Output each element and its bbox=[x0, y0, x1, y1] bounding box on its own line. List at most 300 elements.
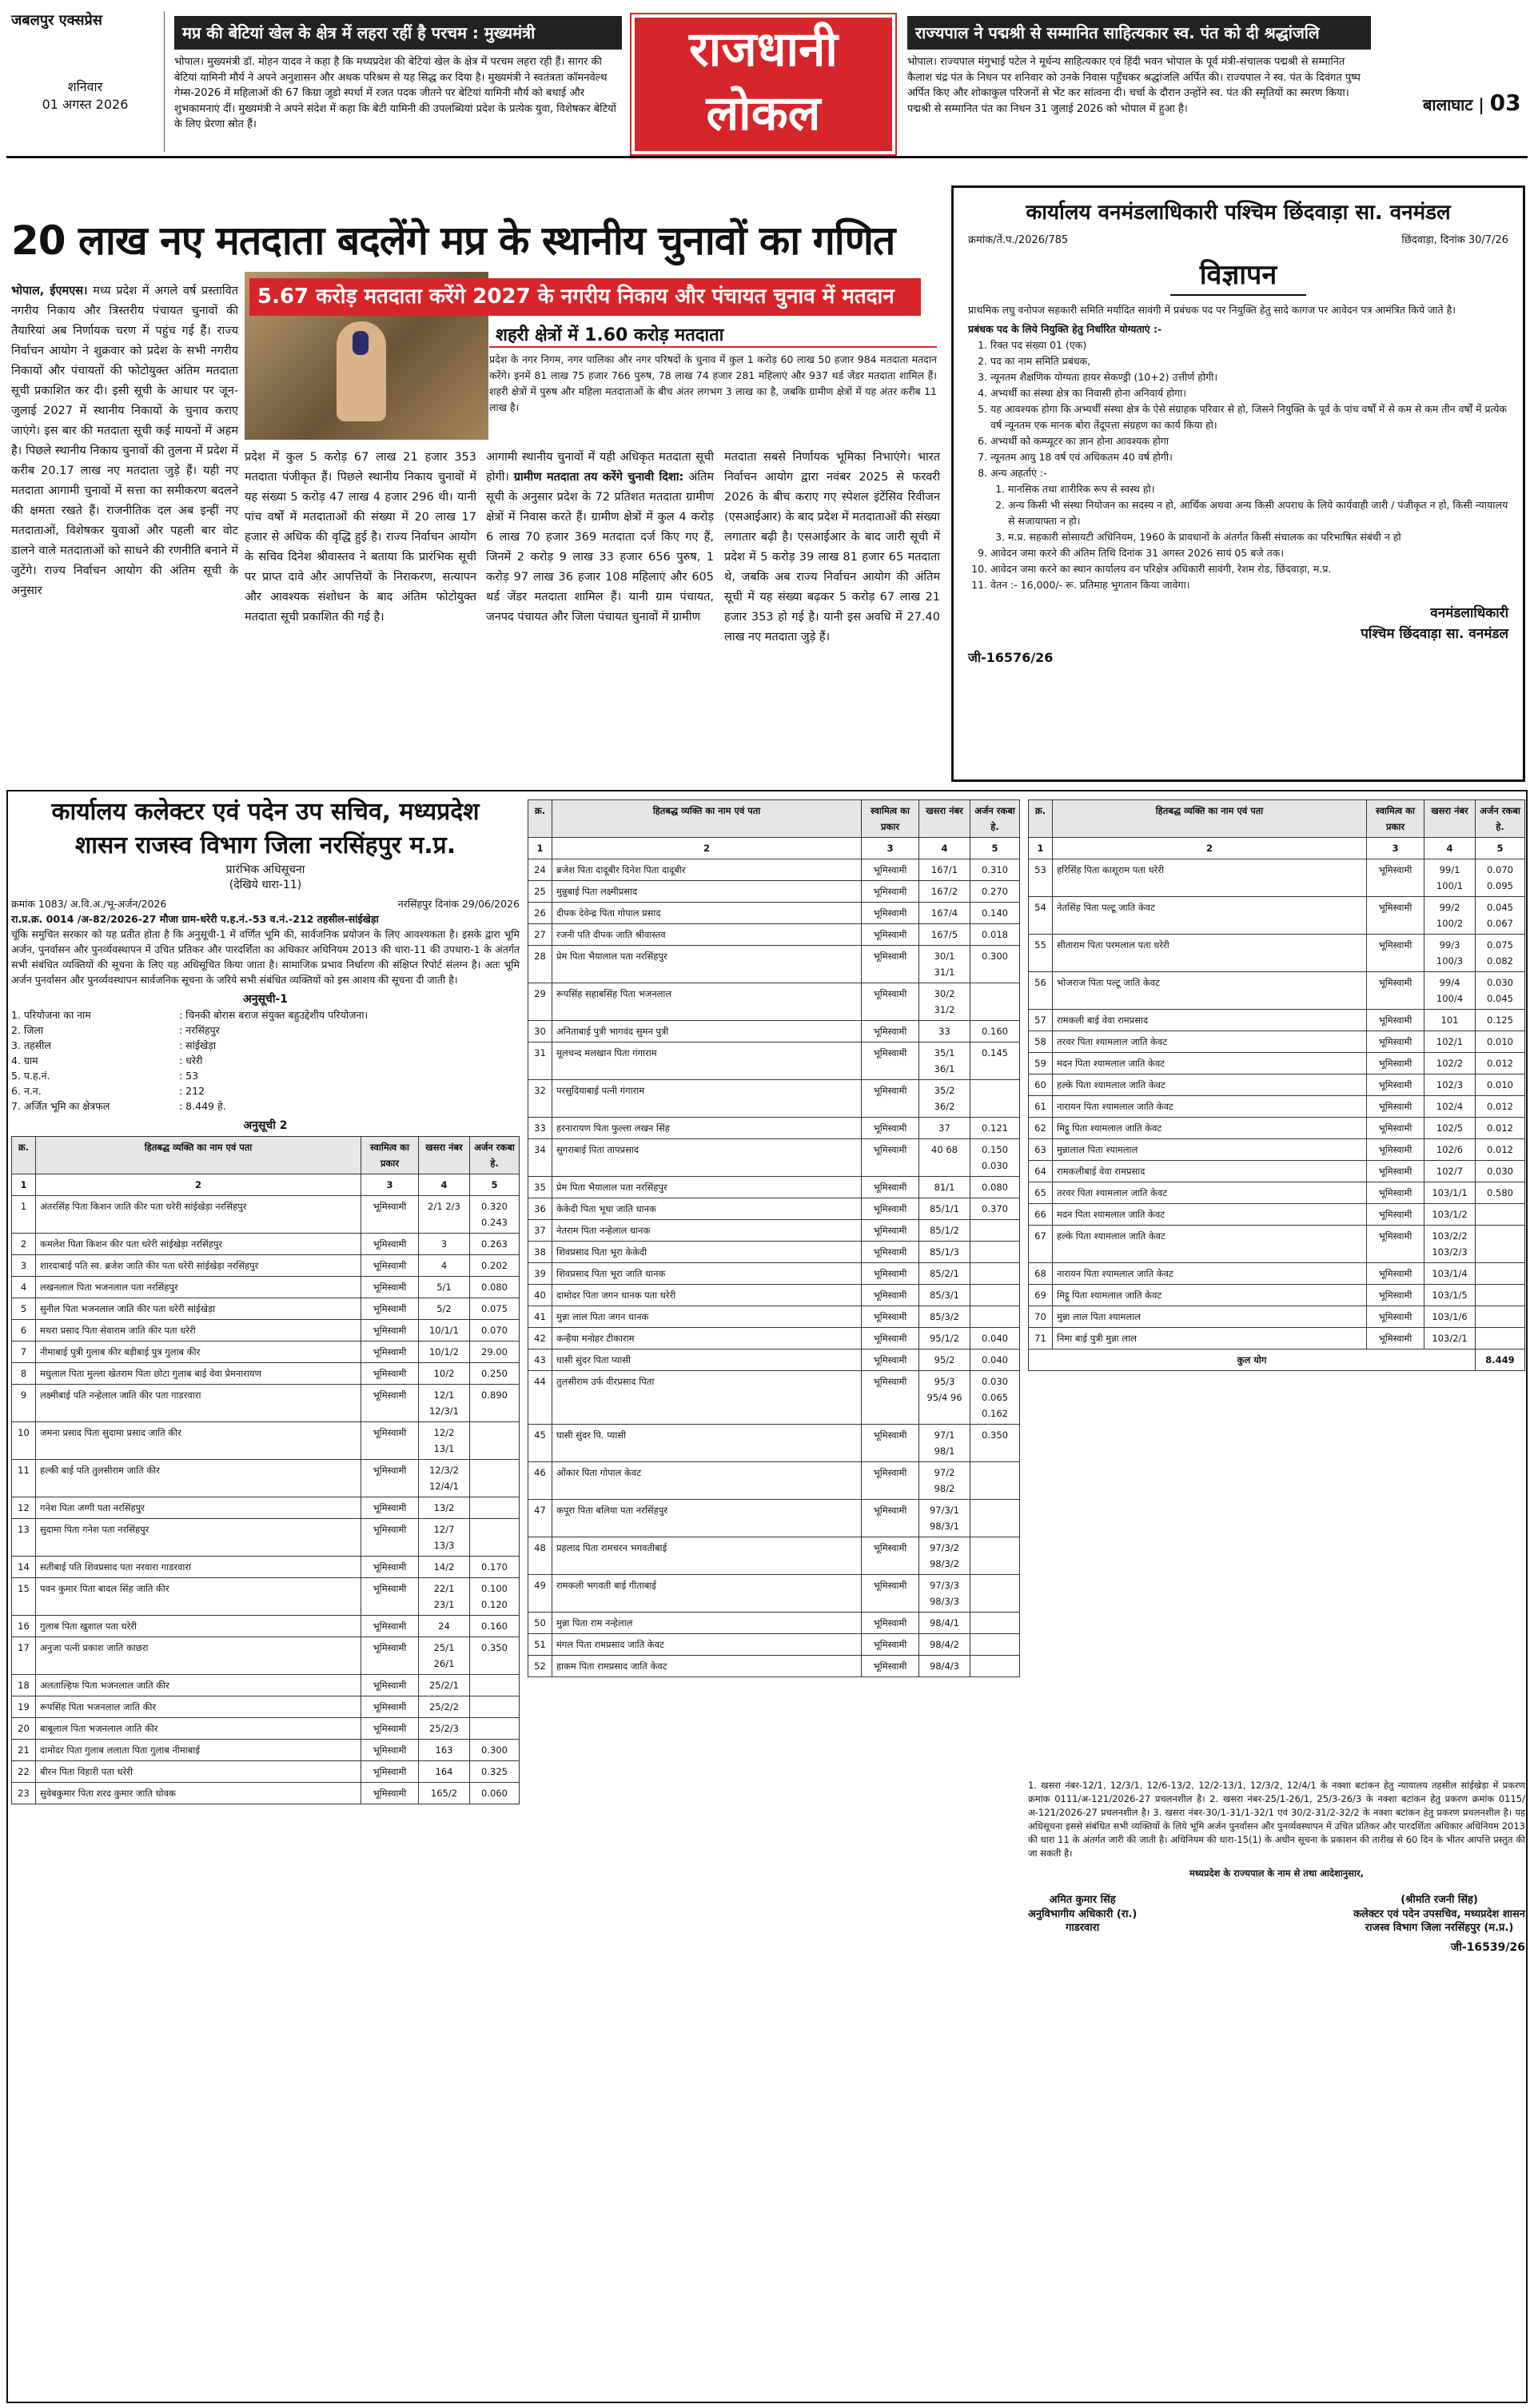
table-cell: 17 bbox=[12, 1637, 36, 1675]
table-cell: 0.250 bbox=[470, 1363, 520, 1385]
table-cell: 0.030 0.065 0.162 bbox=[970, 1371, 1020, 1425]
table-row bbox=[1029, 1226, 1525, 1263]
table-cell: 0.070 bbox=[470, 1320, 520, 1342]
criteria-title: प्रबंधक पद के लिये नियुक्ति हेतु निर्धारित योग्यताएं :- bbox=[968, 322, 1162, 335]
table-cell: हल्की बाई पति तुलसीराम जाति कीर bbox=[36, 1460, 361, 1497]
table-row bbox=[12, 1342, 520, 1363]
table-cell: 30/1 31/1 bbox=[919, 946, 970, 983]
table-row bbox=[528, 1575, 1020, 1613]
table-cell: मदन पिता श्यामलाल जाति केवट bbox=[1053, 1204, 1367, 1226]
table-row bbox=[12, 1422, 520, 1460]
table-cell: रामकली बाई वेवा रामप्रसाद bbox=[1053, 1010, 1367, 1031]
table-cell: 97/3/1 98/3/1 bbox=[919, 1500, 970, 1537]
table-cell: रूपसिंह पिता भजनलाल जाति कीर bbox=[36, 1696, 361, 1718]
table-cell: 12/1 12/3/1 bbox=[419, 1385, 470, 1422]
column-number: 5 bbox=[1476, 838, 1525, 859]
table-cell: भूमिस्वामी bbox=[1367, 1161, 1424, 1182]
table-cell: 167/4 bbox=[919, 903, 970, 924]
table-cell bbox=[1476, 1328, 1525, 1350]
table-cell: रूपसिंह सहाबसिंह पिता भजनलाल bbox=[552, 983, 862, 1021]
table-cell: 3 bbox=[12, 1255, 36, 1277]
table-cell: केकेदी पिता भूधा जाति धानक bbox=[552, 1198, 862, 1220]
table-cell: 35 bbox=[528, 1177, 552, 1198]
table-cell: भूमिस्वामी bbox=[361, 1255, 419, 1277]
table-cell: रामकलीबाई वेवा रामप्रसाद bbox=[1053, 1161, 1367, 1182]
table-cell: भूमिस्वामी bbox=[361, 1578, 419, 1616]
table-row bbox=[12, 1320, 520, 1342]
table-cell: 0.890 bbox=[470, 1385, 520, 1422]
sign-office: पश्चिम छिंदवाड़ा सा. वनमंडल bbox=[1361, 625, 1508, 642]
table-cell: भूमिस्वामी bbox=[862, 1425, 919, 1462]
table-cell: 57 bbox=[1029, 1010, 1053, 1031]
table-cell: 0.010 bbox=[1476, 1074, 1525, 1096]
notice-title: कार्यालय वनमंडलाधिकारी पश्चिम छिंदवाड़ा सा. वनमंडल bbox=[1026, 201, 1451, 225]
table-cell: 30/2 31/2 bbox=[919, 983, 970, 1021]
table-cell: नारायन पिता श्यामलाल जाति केवट bbox=[1053, 1096, 1367, 1118]
masthead-brand bbox=[11, 11, 159, 113]
schedule1-value: : 212 bbox=[179, 1084, 205, 1097]
table-cell: 50 bbox=[528, 1613, 552, 1634]
table-cell: भूमिस्वामी bbox=[862, 1613, 919, 1634]
column-number: 3 bbox=[1367, 838, 1424, 859]
table-cell: भूमिस्वामी bbox=[1367, 1226, 1424, 1263]
tail-item: 11. वेतन :- 16,000/- रू. प्रतिमाह भुगतान किया जावेगा। bbox=[990, 577, 1508, 593]
column-header: स्वामित्व का प्रकार bbox=[862, 800, 919, 838]
table-cell: 28 bbox=[528, 946, 552, 983]
table-cell: 0.060 bbox=[470, 1783, 520, 1804]
table-cell: सुनील पिता भजनलाल जाति कीर पता धरेरी सांईखेड़ा bbox=[36, 1298, 361, 1320]
table-cell: 25/2/3 bbox=[419, 1718, 470, 1740]
table-cell: 33 bbox=[528, 1118, 552, 1139]
schedule1-row bbox=[11, 1053, 520, 1068]
table-cell: सुदामा पिता गनेश पता नरसिंहपुर bbox=[36, 1519, 361, 1557]
notice-meta bbox=[968, 233, 1508, 248]
table-cell: 0.010 bbox=[1476, 1031, 1525, 1053]
schedule1-row bbox=[11, 1023, 520, 1038]
total-label: कुल योग bbox=[1029, 1350, 1476, 1371]
table-cell bbox=[970, 1462, 1020, 1500]
table-cell: 0.150 0.030 bbox=[970, 1139, 1020, 1177]
table-cell: हाकम पिता रामप्रसाद जाति केवट bbox=[552, 1656, 862, 1677]
table-cell: तुलसीराम उर्फ वीरप्रसाद पिता bbox=[552, 1371, 862, 1425]
table-cell: 9 bbox=[12, 1385, 36, 1422]
table-row bbox=[528, 1425, 1020, 1462]
table-cell: भूमिस्वामी bbox=[1367, 935, 1424, 972]
table-cell: 85/3/2 bbox=[919, 1306, 970, 1328]
table-row bbox=[528, 1634, 1020, 1656]
table-cell: 65 bbox=[1029, 1182, 1053, 1204]
logo-line1: राजधानी bbox=[689, 22, 838, 78]
table-cell: 99/3 100/3 bbox=[1424, 935, 1476, 972]
table-cell: 4 bbox=[12, 1277, 36, 1298]
collector-body: चूंकि समुचित सरकार को यह प्रतीत होता है कि अनुसूची-1 में वर्णित भूमि की, सार्वजनिक प्रयोजन के लिए आवश्यकता है। इसके द्वारा भूमि अर्जन, पुनर्वासन और पुनर्व्यवस्थापन में उचित प्रतिकर और पारदर्शिता का अधिकार अधिनियम 2013 की धारा-11 की उपधारा-1 के अंतर्गत सभी संबंधित व्यक्तियों की सूचना के लिए यह अधिसूचित किया जाता है। सामाजिक प्रभाव निर्धारण की संक्षिप्त रिपोर्ट संलग्न है। अतः भूमि अर्जन पुनर्वासन और पुनर्व्यवस्थापन सार्वजनिक सूचना के जरिये सभी संबंधित व्यक्तियों को इस आशय की सूचना दी जाती है। bbox=[11, 927, 520, 986]
table-cell: 0.350 bbox=[970, 1425, 1020, 1462]
table-cell: तरवर पिता श्यामलाल जाति केवट bbox=[1053, 1031, 1367, 1053]
table-cell: 10 bbox=[12, 1422, 36, 1460]
table-cell: 19 bbox=[12, 1696, 36, 1718]
table-cell: 0.012 bbox=[1476, 1053, 1525, 1074]
schedule2-table-b bbox=[528, 799, 1020, 1677]
schedule2-table-c bbox=[1028, 799, 1525, 1371]
table-cell: 62 bbox=[1029, 1118, 1053, 1139]
table-cell: 44 bbox=[528, 1371, 552, 1425]
table-cell: 102/3 bbox=[1424, 1074, 1476, 1096]
collector-footnotes: 1. खसरा नंबर-12/1, 12/3/1, 12/6-13/2, 12/2-13/1, 12/3/2, 12/4/1 के नक्शा बटांकन हेतु न्यायालय तहसील सांईखेड़ा में प्रकरण क्रमांक 0111/अ-121/2026-27 प्रचलनशील है। 2. खसरा नंबर-25/1-26/1, 25/3-26/3 के नक्शा बटांकन हेतु प्रकरण क्रमांक 0115/अ-121/2026-27 प्रचलनशील है। 3. खसरा नंबर-30/1-31/1-32/1 एवं 30/2-31/2-32/2 के नक्शा बटांकन हेतु प्रकरण प्रचलनशील है। यह अधिसूचना इससे संबंधित सभी व्यक्तियों के लिये भूमि अर्जन पुनर्वासन और पुनर्व्यवस्थापन में उचित प्रतिकर और पारदर्शिता अधिकार अधिनियम 2013 की धारा 11 के अंतर्गत जारी की जाती है। अधिनियम की धारा-15(1) के अधीन सूचना के प्रकाशन की तारीख से 60 दिन के भीतर आपत्ति प्रस्तुत की जा सकती है। bbox=[1028, 1780, 1525, 1859]
logo-line2: लोकल bbox=[706, 86, 821, 142]
table-cell: 102/2 bbox=[1424, 1053, 1476, 1074]
table-cell: भूमिस्वामी bbox=[361, 1234, 419, 1255]
table-cell: परसुदियाबाई पत्नी गंगाराम bbox=[552, 1080, 862, 1118]
table-row bbox=[12, 1363, 520, 1385]
left-story-body: भोपाल। मुख्यमंत्री डॉ. मोहन यादव ने कहा है कि मध्यप्रदेश की बेटियां खेल के क्षेत्र में परचम लहरा रही हैं। सागर की बेटियां यामिनी मौर्य ने अपने अनुशासन और अथक परिश्रम से यह सिद्ध कर दिया है। मुख्यमंत्री ने स्‍वतंत्रता कॉमनवेल्थ गेम्स-2026 में महिलाओं की 67 किग्रा जूडो स्पर्धा में रजत पदक जीतने पर बेटियां यामिनी मौर्य को बधाई और शुभकामनाएं दीं। मुख्यमंत्री ने अपने संदेश में कहा कि बेटी यामिनी की उपलब्धियां प्रदेश के प्रत्येक युवा, विशेषकर बेटियों के लिए प्रेरणा स्रोत हैं। bbox=[174, 56, 616, 130]
table-cell: 0.040 bbox=[970, 1328, 1020, 1350]
lead-col3b-text: अंतिम सूची के अनुसार प्रदेश के 72 प्रतिशत मतदाता ग्रामीण क्षेत्रों में निवास करते हैं। ग्रामीण क्षेत्रों में कुल 4 करोड़ 6 लाख 70 हजार 369 मतदाता दर्ज किए गए हैं, जिनमें 2 करोड़ 9 लाख 33 हजार 656 पुरुष, 1 करोड़ 97 लाख 36 हजार 108 महिलाएं और 605 थर्ड जेंडर मतदाता शामिल हैं। यानी ग्राम पंचायत, जनपद पंचायत और जिला पंचायत चुनावों में ग्रामीण bbox=[486, 471, 715, 624]
table-cell: 30 bbox=[528, 1021, 552, 1043]
lead-col3 bbox=[486, 448, 714, 628]
schedule1-value: : धरेरी bbox=[179, 1054, 203, 1066]
table-row bbox=[528, 1263, 1020, 1285]
schedule1-key: 2. जिला bbox=[11, 1023, 44, 1036]
table-cell: भूमिस्वामी bbox=[361, 1342, 419, 1363]
table-cell: 25/2/1 bbox=[419, 1675, 470, 1696]
table-cell: भूमिस्वामी bbox=[361, 1363, 419, 1385]
tail-list bbox=[968, 545, 1508, 593]
table-cell: बाबूलाल पिता भजनलाल जाति कीर bbox=[36, 1718, 361, 1740]
table-cell: 99/2 100/2 bbox=[1424, 897, 1476, 935]
table-cell: 42 bbox=[528, 1328, 552, 1350]
table-cell: भूमिस्वामी bbox=[361, 1497, 419, 1519]
table-cell: मुन्नालाल पिता श्यामलाल bbox=[1053, 1139, 1367, 1161]
table-row bbox=[12, 1519, 520, 1557]
table-cell bbox=[1476, 1263, 1525, 1285]
table-cell: 101 bbox=[1424, 1010, 1476, 1031]
table-cell bbox=[1476, 1306, 1525, 1328]
table-cell: मुन्ना पिता राम नन्हेलाल bbox=[552, 1613, 862, 1634]
table-cell: नीमाबाई पुत्री गुलाब कीर बड़ीबाई पुत्र गुलाब कीर bbox=[36, 1342, 361, 1363]
table-cell: 103/2/2 103/2/3 bbox=[1424, 1226, 1476, 1263]
table-cell bbox=[970, 1263, 1020, 1285]
table-cell: 33 bbox=[919, 1021, 970, 1043]
table-cell: 165/2 bbox=[419, 1783, 470, 1804]
table-row bbox=[12, 1196, 520, 1234]
table-cell bbox=[970, 1220, 1020, 1242]
table-cell: 10/2 bbox=[419, 1363, 470, 1385]
table-cell: भूमिस्वामी bbox=[862, 924, 919, 946]
table-row bbox=[528, 1220, 1020, 1242]
table-row bbox=[1029, 859, 1525, 897]
table-cell: 38 bbox=[528, 1242, 552, 1263]
table-cell: 5/1 bbox=[419, 1277, 470, 1298]
table-cell: 102/6 bbox=[1424, 1139, 1476, 1161]
table-cell: 46 bbox=[528, 1462, 552, 1500]
table-cell: 51 bbox=[528, 1634, 552, 1656]
criteria-list bbox=[968, 337, 1508, 481]
table-cell: 0.080 bbox=[970, 1177, 1020, 1198]
table-cell: 13 bbox=[12, 1519, 36, 1557]
right-story-body: भोपाल। राज्यपाल मंगुभाई पटेल ने मूर्धन्य साहित्यकार एवं हिंदी भवन भोपाल के पूर्व मंत्री-संचालक पद्मश्री से सम्मानित कैलाश चंद्र पंत के निधन पर शनिवार को उनके निवास पहुँचकर श्रद्धांजलि अर्पित की। राज्यपाल ने स्व. पंत के दिवंगत पुष्प अर्पित किए और शोकाकुल परिजनों से भेंट कर सांत्वना दी। चर्चा के दौरान उन्होंने स्व. पंत की स्मृतियों का स्मरण किया। पद्मश्री से सम्मानित पंत का निधन 31 जुलाई 2026 को भोपाल में हुआ है। bbox=[907, 56, 1361, 115]
table-cell: भूमिस्वामी bbox=[1367, 1053, 1424, 1074]
table-row bbox=[528, 1613, 1020, 1634]
sig-right-name: (श्रीमति रजनी सिंह) bbox=[1401, 1894, 1478, 1906]
schedule1-row bbox=[11, 1098, 520, 1114]
criteria-item: 2. पद का नाम समिति प्रबंधक, bbox=[990, 353, 1508, 369]
table-row bbox=[1029, 1285, 1525, 1306]
column-header: अर्जन रकबा हे. bbox=[470, 1137, 520, 1174]
table-row bbox=[12, 1718, 520, 1740]
table-row bbox=[528, 1500, 1020, 1537]
lead-kicker: शहरी क्षेत्रों में 1.60 करोड़ मतदाता bbox=[496, 325, 724, 345]
table-cell: 5/2 bbox=[419, 1298, 470, 1320]
table-cell: कन्हैया मनोहर टीकाराम bbox=[552, 1328, 862, 1350]
table-cell: 60 bbox=[1029, 1074, 1053, 1096]
collector-signatures bbox=[1028, 1893, 1525, 1936]
table-cell: 10/1/2 bbox=[419, 1342, 470, 1363]
table-cell bbox=[970, 1634, 1020, 1656]
table-cell: भूमिस्वामी bbox=[862, 1537, 919, 1575]
issue-day: शनिवार bbox=[67, 79, 103, 95]
column-header: हितबद्ध व्यक्ति का नाम एवं पता bbox=[552, 800, 862, 838]
tail-item: 9. आवेदन जमा करने की अंतिम तिथि दिनांक 31 अगस्त 2026 सायं 05 बजे तक। bbox=[990, 545, 1508, 561]
table-cell: 64 bbox=[1029, 1161, 1053, 1182]
table-cell: 0.125 bbox=[1476, 1010, 1525, 1031]
table-cell: 81/1 bbox=[919, 1177, 970, 1198]
table-cell: 0.145 bbox=[970, 1043, 1020, 1080]
table-cell: 0.325 bbox=[470, 1761, 520, 1783]
table-cell: 0.075 0.082 bbox=[1476, 935, 1525, 972]
table-cell: 0.018 bbox=[970, 924, 1020, 946]
table-cell: 25/1 26/1 bbox=[419, 1637, 470, 1675]
column-number: 1 bbox=[12, 1174, 36, 1196]
table-cell: 66 bbox=[1029, 1204, 1053, 1226]
notice-date: छिंदवाड़ा, दिनांक 30/7/26 bbox=[1401, 234, 1508, 247]
table-row bbox=[12, 1637, 520, 1675]
edition: बालाघाट | 03 bbox=[1423, 90, 1521, 116]
table-cell: 0.160 bbox=[970, 1021, 1020, 1043]
schedule1-title: अनुसूची-1 bbox=[243, 992, 288, 1006]
table-cell: प्रहलाद पिता रामचरन भगवतीबाई bbox=[552, 1537, 862, 1575]
table-cell: 0.170 bbox=[470, 1557, 520, 1578]
table-cell bbox=[970, 1080, 1020, 1118]
table-row bbox=[528, 1177, 1020, 1198]
table-cell: 98/4/3 bbox=[919, 1656, 970, 1677]
table-cell: भूमिस्वामी bbox=[862, 1500, 919, 1537]
column-number: 5 bbox=[470, 1174, 520, 1196]
table-cell: 49 bbox=[528, 1575, 552, 1613]
lead-col1 bbox=[11, 281, 238, 601]
table-cell: 23 bbox=[12, 1783, 36, 1804]
table-cell: 55 bbox=[1029, 935, 1053, 972]
table-row bbox=[1029, 1118, 1525, 1139]
table-cell: घासी सुंदर पि. प्यासी bbox=[552, 1425, 862, 1462]
collector-case: रा.प्र.क्र. 0014 /अ-82/2026-27 मौजा ग्राम-धरेरी प.ह.नं.-53 व.नं.-212 तहसील-सांईखेड़ा bbox=[11, 912, 379, 925]
table-cell: लखनलाल पिता भजनलाल पता नरसिंहपुर bbox=[36, 1277, 361, 1298]
table-cell: 0.012 bbox=[1476, 1096, 1525, 1118]
lead-col3-text: आगामी स्थानीय चुनावों में यही अधिकृत मतदाता सूची होगी। bbox=[486, 451, 714, 484]
table-row bbox=[1029, 972, 1525, 1010]
sign-title: वनमंडलाधिकारी bbox=[1430, 604, 1508, 621]
table-cell: भूमिस्वामी bbox=[1367, 1031, 1424, 1053]
table-cell bbox=[470, 1460, 520, 1497]
table-cell: 0.030 0.045 bbox=[1476, 972, 1525, 1010]
table-cell: 103/1/4 bbox=[1424, 1263, 1476, 1285]
table-cell: अलताल्हिफ पिता भजनलाल जाति कीर bbox=[36, 1675, 361, 1696]
sub-criteria-item: 3. म.प्र. सहकारी सोसायटी अधिनियम, 1960 के प्रावधानों के अंतर्गत किसी संचालक का परिभाषित संबंधी न हो bbox=[1008, 529, 1508, 545]
table-cell: मुन्ना लाल पिता जगन धानक bbox=[552, 1306, 862, 1328]
table-cell: सुगराबाई पिता तापप्रसाद bbox=[552, 1139, 862, 1177]
column-number-row bbox=[528, 838, 1020, 859]
table-cell: 97/3/3 98/3/3 bbox=[919, 1575, 970, 1613]
table-row bbox=[12, 1234, 520, 1255]
table-row bbox=[1029, 1010, 1525, 1031]
table-cell: हरनारायण पिता फुल्ला लखन सिंह bbox=[552, 1118, 862, 1139]
table-row bbox=[528, 1198, 1020, 1220]
column-number: 5 bbox=[970, 838, 1020, 859]
table-cell: 54 bbox=[1029, 897, 1053, 935]
table-cell: भूमिस्वामी bbox=[862, 1371, 919, 1425]
table-cell: हल्के पिता श्यामलाल जाति केवट bbox=[1053, 1226, 1367, 1263]
column-number: 1 bbox=[528, 838, 552, 859]
total-value: 8.449 bbox=[1476, 1350, 1525, 1371]
page-number: 03 bbox=[1489, 90, 1521, 116]
table-cell: भूमिस्वामी bbox=[1367, 1306, 1424, 1328]
table-cell bbox=[970, 1242, 1020, 1263]
column-number: 3 bbox=[862, 838, 919, 859]
table-cell: मूलचन्द मलखान पिता गंगाराम bbox=[552, 1043, 862, 1080]
column-header: खसरा नंबर bbox=[1424, 800, 1476, 838]
table-cell: 37 bbox=[919, 1118, 970, 1139]
schedule2-title: अनुसूची 2 bbox=[243, 1118, 288, 1132]
table-cell: शिवप्रसाद पिता भूरा केकेदी bbox=[552, 1242, 862, 1263]
table-cell: 164 bbox=[419, 1761, 470, 1783]
table-cell: सीताराम पिता परमलाल पता धरेरी bbox=[1053, 935, 1367, 972]
table-cell bbox=[970, 1500, 1020, 1537]
sig-right bbox=[1353, 1893, 1525, 1936]
schedule2-col-b bbox=[528, 799, 1020, 1677]
table-cell: 56 bbox=[1029, 972, 1053, 1010]
notice-ref: क्रमांक/तें.प./2026/785 bbox=[968, 234, 1069, 247]
table-cell: भूमिस्वामी bbox=[862, 1080, 919, 1118]
table-cell: 0.070 0.095 bbox=[1476, 859, 1525, 897]
right-story bbox=[907, 16, 1371, 117]
schedule1-list bbox=[11, 1007, 520, 1114]
lead-dateline: भोपाल, ईएमएस। bbox=[11, 285, 88, 297]
column-number: 4 bbox=[919, 838, 970, 859]
table-cell: भूमिस्वामी bbox=[862, 1177, 919, 1198]
table-cell: 27 bbox=[528, 924, 552, 946]
sig-right-dept: राजस्व विभाग जिला नरसिंहपुर (म.प्र.) bbox=[1365, 1922, 1514, 1935]
criteria-item: 4. अभ्यर्थी का संस्था क्षेत्र का निवासी होना अनिवार्य होगा। bbox=[990, 385, 1508, 401]
table-cell: 11 bbox=[12, 1460, 36, 1497]
table-cell: 0.140 bbox=[970, 903, 1020, 924]
table-cell: 102/7 bbox=[1424, 1161, 1476, 1182]
table-cell: 16 bbox=[12, 1616, 36, 1637]
table-cell: घासी सुंदर पिता प्यासी bbox=[552, 1350, 862, 1371]
sig-left-place: गाडरवारा bbox=[1066, 1922, 1100, 1935]
table-cell bbox=[1476, 1226, 1525, 1263]
table-cell: भूमिस्वामी bbox=[862, 859, 919, 881]
table-row bbox=[528, 1285, 1020, 1306]
sub-criteria-item: 1. मानसिक तथा शारीरिक रूप से स्वस्थ हो। bbox=[1008, 481, 1508, 497]
table-cell: 4 bbox=[419, 1255, 470, 1277]
column-header: अर्जन रकबा हे. bbox=[970, 800, 1020, 838]
schedule1-value: : चिनकी बोरास बराज संयुक्त बहुउद्देशीय परियोजना। bbox=[179, 1008, 369, 1021]
collector-ref: क्रमांक 1083/ अ.वि.अ./भू-अर्जन/2026 bbox=[11, 897, 167, 910]
table-cell: गुलाब पिता खुशाल पता धरेरी bbox=[36, 1616, 361, 1637]
table-cell: 12/2 13/1 bbox=[419, 1422, 470, 1460]
table-cell: 12/3/2 12/4/1 bbox=[419, 1460, 470, 1497]
table-cell: गनेश पिता जग्गी पता नरसिंहपुर bbox=[36, 1497, 361, 1519]
table-row bbox=[528, 1080, 1020, 1118]
table-cell: 103/1/1 bbox=[1424, 1182, 1476, 1204]
table-cell: 58 bbox=[1029, 1031, 1053, 1053]
table-cell: भूमिस्वामी bbox=[361, 1783, 419, 1804]
criteria-item: 6. अभ्यर्थी को कम्प्यूटर का ज्ञान होना आवश्यक होगा bbox=[990, 433, 1508, 449]
schedule1-row bbox=[11, 1007, 520, 1023]
table-row bbox=[528, 1462, 1020, 1500]
column-header: स्वामित्व का प्रकार bbox=[361, 1137, 419, 1174]
table-cell: भूमिस्वामी bbox=[361, 1422, 419, 1460]
table-cell: रामकली भगवती बाई गीताबाई bbox=[552, 1575, 862, 1613]
table-cell: मंगल पिता रामप्रसाद जाति केवट bbox=[552, 1634, 862, 1656]
table-cell: 0.300 bbox=[970, 946, 1020, 983]
table-cell: दीपक देवेन्द्र पिता गोपाल प्रसाद bbox=[552, 903, 862, 924]
table-cell bbox=[970, 1537, 1020, 1575]
table-cell: भूमिस्वामी bbox=[862, 1350, 919, 1371]
table-cell: 45 bbox=[528, 1425, 552, 1462]
table-cell: 35/2 36/2 bbox=[919, 1080, 970, 1118]
table-cell: भूमिस्वामी bbox=[862, 881, 919, 903]
table-cell: 85/1/2 bbox=[919, 1220, 970, 1242]
table-row bbox=[528, 1656, 1020, 1677]
edition-name: बालाघाट bbox=[1423, 95, 1473, 114]
schedule1-key: 7. अर्जित भूमि का क्षेत्रफल bbox=[11, 1099, 110, 1112]
table-cell bbox=[970, 983, 1020, 1021]
column-header: क्र. bbox=[528, 800, 552, 838]
table-row bbox=[12, 1783, 520, 1804]
brand-name: जबलपुर एक्सप्रेस bbox=[11, 12, 102, 29]
column-header: खसरा नंबर bbox=[919, 800, 970, 838]
table-cell: भूमिस्वामी bbox=[862, 1118, 919, 1139]
table-cell: 22 bbox=[12, 1761, 36, 1783]
collector-title1: कार्यालय कलेक्टर एवं पदेन उप सचिव, मध्यप्रदेश bbox=[51, 798, 480, 826]
table-cell: भूमिस्वामी bbox=[862, 1306, 919, 1328]
table-cell: 0.121 bbox=[970, 1118, 1020, 1139]
table-cell: ओंकार पिता गोपाल केवट bbox=[552, 1462, 862, 1500]
table-cell: 97/3/2 98/3/2 bbox=[919, 1537, 970, 1575]
schedule1-key: 4. ग्राम bbox=[11, 1054, 38, 1066]
table-cell bbox=[970, 1306, 1020, 1328]
table-cell: हल्के पिता श्यामलाल जाति केवट bbox=[1053, 1074, 1367, 1096]
table-cell: भूमिस्वामी bbox=[361, 1196, 419, 1234]
schedule1-key: 6. न.न. bbox=[11, 1084, 42, 1097]
table-cell bbox=[470, 1675, 520, 1696]
table-row bbox=[1029, 1328, 1525, 1350]
table-cell: 5 bbox=[12, 1298, 36, 1320]
lead-col3-kicker: ग्रामीण मतदाता तय करेंगे चुनावी दिशा: bbox=[513, 471, 684, 484]
table-cell: भूमिस्वामी bbox=[862, 946, 919, 983]
column-number-row bbox=[12, 1174, 520, 1196]
table-cell: बीरन पिता विहारी पता धरेरी bbox=[36, 1761, 361, 1783]
table-cell: भूमिस्वामी bbox=[862, 903, 919, 924]
table-cell: 12 bbox=[12, 1497, 36, 1519]
table-row bbox=[12, 1675, 520, 1696]
table-cell: 85/1/1 bbox=[919, 1198, 970, 1220]
sig-right-title: कलेक्टर एवं पदेन उपसचिव, मध्यप्रदेश शासन bbox=[1353, 1908, 1525, 1920]
table-row bbox=[528, 859, 1020, 881]
table-row bbox=[12, 1298, 520, 1320]
table-cell: 95/3 95/4 96 bbox=[919, 1371, 970, 1425]
table-cell: भूमिस्वामी bbox=[862, 1220, 919, 1242]
